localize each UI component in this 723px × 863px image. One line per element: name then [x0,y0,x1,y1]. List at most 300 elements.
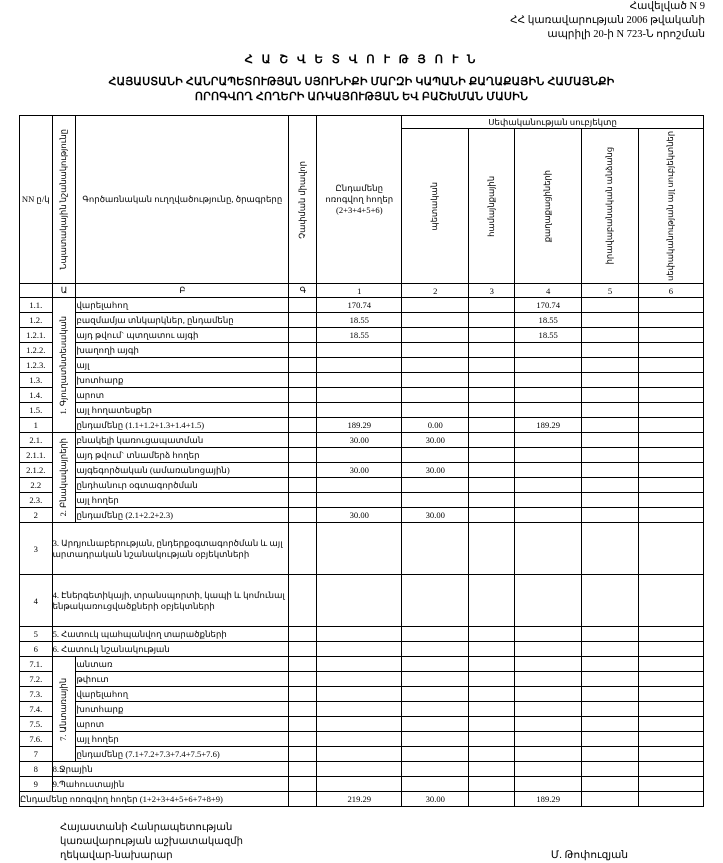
row-total [317,343,402,358]
row-total [317,657,402,672]
row-c3 [515,657,582,672]
header-line-1: Հավելված N 9 [629,1,705,12]
colnum-total: 1 [317,284,402,298]
row-c1: 0.00 [402,418,469,433]
row-c2 [469,687,515,702]
row-total [317,388,402,403]
row-unit [289,762,317,777]
row-c4 [582,523,638,575]
table-row [20,373,704,388]
row-unit [289,657,317,672]
row-c5 [638,777,703,792]
row-c5 [638,732,703,747]
row-no: 2.1.2. [20,463,53,478]
row-unit [289,672,317,687]
row-c2 [469,403,515,418]
colnum-5: 6 [638,284,703,298]
table-row [20,388,704,403]
row-c3 [515,403,582,418]
row-total [317,687,402,702]
row-total [317,448,402,463]
row-c3: 189.29 [515,418,582,433]
row-c4 [582,777,638,792]
table-row [20,478,704,493]
row-no: 7.1. [20,657,53,672]
row-no: 7.6. [20,732,53,747]
header-activity-label: Գործառնական ուղղվածությունը, ծրագրերը [82,194,283,204]
row-no: 7.4. [20,702,53,717]
row-c1 [402,762,469,777]
header-unit [289,116,317,284]
row-c1 [402,627,469,642]
row-unit [289,478,317,493]
table-row [20,343,704,358]
row-unit [289,298,317,313]
group-label-forest-text: 7. Անտառային [59,677,68,741]
row-c1 [402,373,469,388]
row-name: խոտհարք [76,373,289,388]
header-sub-legal-label: իրավաբանական անձանց [605,147,615,265]
row-c1 [402,448,469,463]
row-unit [289,433,317,448]
row-c4 [582,403,638,418]
row-c5 [638,627,703,642]
table-row [20,777,704,792]
row-total: 18.55 [317,328,402,343]
row-no: 5 [20,627,53,642]
row-c3: 18.55 [515,328,582,343]
row-c2 [469,298,515,313]
row-name: արոտ [76,388,289,403]
row-name: ընդամենը (1.1+1.2+1.3+1.4+1.5) [76,418,289,433]
row-no: 2 [20,508,53,523]
row-c4 [582,672,638,687]
row-total [317,575,402,627]
row-total: 189.29 [317,418,402,433]
row-c4 [582,328,638,343]
row-no: 1.1. [20,298,53,313]
row-c3 [515,388,582,403]
table-row-subtotal [20,418,704,433]
row-unit [289,403,317,418]
table-row-subtotal [20,508,704,523]
row-c1 [402,343,469,358]
row-c2 [469,313,515,328]
row-c5 [638,642,703,657]
table-row [20,523,704,575]
row-name: 9.Պահուստային [52,777,289,792]
row-c1 [402,478,469,493]
row-c5 [638,672,703,687]
row-c4 [582,358,638,373]
row-no: 9 [20,777,53,792]
row-total [317,358,402,373]
table-row [20,657,704,672]
grand-total-unit [289,792,317,807]
row-c1 [402,747,469,762]
table-row [20,358,704,373]
row-c1 [402,687,469,702]
row-c5 [638,478,703,493]
row-c3 [515,523,582,575]
table-row [20,642,704,657]
header-sub-community-label: համայնքային [486,175,496,237]
row-name: վարելահող [76,687,289,702]
colnum-purpose: Ա [52,284,76,298]
row-unit [289,642,317,657]
colnum-3: 4 [515,284,582,298]
table-header-top [20,116,704,129]
row-c5 [638,313,703,328]
row-c4 [582,747,638,762]
row-c5 [638,403,703,418]
row-c2 [469,777,515,792]
row-c5 [638,493,703,508]
row-c1 [402,575,469,627]
header-line-2: ՀՀ կառավարության 2006 թվականի [510,15,705,26]
row-c5 [638,463,703,478]
row-c3 [515,508,582,523]
row-c3 [515,702,582,717]
row-name: այլ հողեր [76,732,289,747]
row-c3 [515,478,582,493]
row-no: 7.3. [20,687,53,702]
row-c1 [402,388,469,403]
row-c4 [582,717,638,732]
table-row [20,493,704,508]
row-c5 [638,373,703,388]
row-name: ընդհանուր օգտագործման [76,478,289,493]
table-row [20,298,704,313]
row-c4 [582,343,638,358]
group-label-agricultural [52,298,76,433]
table-row [20,463,704,478]
row-name: այլ հողեր [76,493,289,508]
row-c3 [515,448,582,463]
row-unit [289,575,317,627]
table-row [20,627,704,642]
header-sub-legal [582,129,638,284]
colnum-2: 3 [469,284,515,298]
row-c3 [515,672,582,687]
row-c3 [515,343,582,358]
row-c4 [582,642,638,657]
row-c1 [402,717,469,732]
row-c2 [469,702,515,717]
group-label-agricultural-text: 1. Գյուղատնտեսական [59,315,68,415]
table-row [20,732,704,747]
row-c3 [515,575,582,627]
row-c2 [469,762,515,777]
row-c3: 170.74 [515,298,582,313]
row-total [317,523,402,575]
row-unit [289,328,317,343]
document-header [0,0,723,42]
row-no: 1.2.1. [20,328,53,343]
row-no: 4 [20,575,53,627]
row-total [317,717,402,732]
row-c1 [402,328,469,343]
row-name: 3. Արդյունաբերության, ընդերքօգտագործման և այլ արտադրական նշանակության օբյեկտների [52,523,289,575]
row-no: 2.3. [20,493,53,508]
row-name: այլ հողատեսքեր [76,403,289,418]
row-total: 30.00 [317,433,402,448]
row-name: 6. Հատուկ նշանակության [52,642,289,657]
row-c1 [402,358,469,373]
header-ownership-group [402,116,704,129]
row-c1 [402,523,469,575]
row-total [317,493,402,508]
row-c2 [469,642,515,657]
row-name: 5. Հատուկ պահպանվող տարածքների [52,627,289,642]
row-no: 3 [20,523,53,575]
row-c1 [402,777,469,792]
row-c2 [469,478,515,493]
signature-name: Մ. Թոփուզյան [550,850,628,861]
land-irrigation-table [19,115,704,807]
row-unit [289,493,317,508]
row-unit [289,523,317,575]
row-no: 6 [20,642,53,657]
row-c2 [469,575,515,627]
table-row [20,448,704,463]
row-unit [289,373,317,388]
table-row [20,328,704,343]
row-c2 [469,523,515,575]
row-unit [289,418,317,433]
row-unit [289,687,317,702]
header-sub-other [638,129,703,284]
table-row-subtotal [20,747,704,762]
row-c5 [638,762,703,777]
row-c4 [582,448,638,463]
row-name: արոտ [76,717,289,732]
grand-total-c1: 30.00 [402,792,469,807]
group-label-forest [52,657,76,762]
row-c4 [582,732,638,747]
row-total: 170.74 [317,298,402,313]
title-block [0,52,723,105]
row-total [317,777,402,792]
row-c1 [402,313,469,328]
footer-line-2: կառավարության աշխատակազմի [60,836,243,847]
row-total: 30.00 [317,508,402,523]
row-total [317,702,402,717]
row-no: 7.5. [20,717,53,732]
header-unit-label: Չափման միավոր [297,160,307,239]
row-c1 [402,732,469,747]
row-name: այդ թվում` տնամերձ հողեր [76,448,289,463]
row-c5 [638,418,703,433]
row-c3 [515,358,582,373]
row-c5 [638,508,703,523]
group-label-settlements [52,433,76,523]
row-unit [289,448,317,463]
row-c2 [469,343,515,358]
header-no [20,116,53,284]
row-c5 [638,747,703,762]
row-c3 [515,642,582,657]
row-c5 [638,343,703,358]
row-no: 1.2. [20,313,53,328]
row-total [317,478,402,493]
row-total [317,373,402,388]
row-name: խոտհարք [76,702,289,717]
row-no: 1.5. [20,403,53,418]
document-footer [0,821,723,863]
row-c3 [515,717,582,732]
row-c5 [638,575,703,627]
table-row [20,762,704,777]
row-name: խաղողի այգի [76,343,289,358]
row-c4 [582,627,638,642]
row-total: 30.00 [317,463,402,478]
header-sub-state [402,129,469,284]
row-c2 [469,493,515,508]
row-c1 [402,672,469,687]
row-c4 [582,313,638,328]
grand-total-c2 [469,792,515,807]
row-c5 [638,717,703,732]
row-c2 [469,388,515,403]
colnum-unit: Գ [289,284,317,298]
row-c2 [469,433,515,448]
row-c4 [582,508,638,523]
row-total: 18.55 [317,313,402,328]
row-c5 [638,433,703,448]
row-c4 [582,687,638,702]
row-unit [289,358,317,373]
row-c4 [582,373,638,388]
row-unit [289,747,317,762]
row-total [317,672,402,687]
header-sub-state-label: պետական [430,181,440,231]
header-sub-citizens-label: քաղաքացիների [543,169,553,243]
grand-total-label: Ընդամենը ոռոգվող հողեր (1+2+3+4+5+6+7+8+9) [20,792,289,807]
row-c1 [402,642,469,657]
row-no: 2.2 [20,478,53,493]
row-c3 [515,747,582,762]
row-c2 [469,358,515,373]
row-c3 [515,493,582,508]
header-purpose-label: Նպատակային նշանակությունը [59,129,68,270]
header-no-label: NN ը/կ [21,194,50,204]
row-name: թփուտ [76,672,289,687]
row-total [317,747,402,762]
row-no: 1.4. [20,388,53,403]
row-name: բնակելի կառուցապատման [76,433,289,448]
table-column-numbers [20,284,704,298]
row-name: 4. Էներգետիկայի, տրանսպորտի, կապի և կոմունալ ենթակառուցվածքների օբյեկտների [52,575,289,627]
row-c5 [638,523,703,575]
row-name: անտառ [76,657,289,672]
row-c4 [582,478,638,493]
row-c3 [515,777,582,792]
row-c5 [638,448,703,463]
row-name: ընդամենը (2.1+2.2+2.3) [76,508,289,523]
row-c4 [582,493,638,508]
row-total [317,762,402,777]
row-c4 [582,657,638,672]
grand-total-c4 [582,792,638,807]
row-no: 8 [20,762,53,777]
row-total [317,642,402,657]
row-unit [289,702,317,717]
row-c4 [582,575,638,627]
header-total-label: Ընդամենը ոռոգվող հողեր (2+3+4+5+6) [325,183,394,215]
row-c2 [469,448,515,463]
row-total [317,403,402,418]
row-c5 [638,388,703,403]
row-unit [289,777,317,792]
row-c4 [582,762,638,777]
page-title: Հ Ա Շ Վ Ե Տ Վ Ո Ւ Թ Յ Ո Ւ Ն [244,54,479,66]
row-c3 [515,762,582,777]
row-unit [289,627,317,642]
row-c4 [582,463,638,478]
row-no: 1.3. [20,373,53,388]
row-name: այդ թվում` պտղատու այգի [76,328,289,343]
header-activity [76,116,289,284]
row-c5 [638,657,703,672]
row-unit [289,388,317,403]
row-unit [289,732,317,747]
row-total [317,627,402,642]
colnum-a [20,284,53,298]
row-no: 7.2. [20,672,53,687]
row-c3 [515,687,582,702]
row-c2 [469,418,515,433]
row-c1 [402,298,469,313]
row-c3 [515,627,582,642]
row-unit [289,508,317,523]
row-c3 [515,463,582,478]
row-c4 [582,433,638,448]
title-subtitle-1: ՀԱՅԱՍՏԱՆԻ ՀԱՆՐԱՊԵՏՈՒԹՅԱՆ ՍՅՈՒՆԻՔԻ ՄԱՐԶԻ ԿԱՊԱՆԻ ՔԱՂԱՔԱՅԻՆ ՀԱՄԱՅՆՔԻ [108,76,615,88]
table-row [20,433,704,448]
row-c5 [638,358,703,373]
colnum-4: 5 [582,284,638,298]
table-row [20,687,704,702]
row-c2 [469,747,515,762]
group-label-settlements-text: 2. Բնակավայրերի [59,438,68,517]
row-c2 [469,717,515,732]
row-no: 2.1.1. [20,448,53,463]
row-c2 [469,672,515,687]
row-unit [289,343,317,358]
row-no: 7 [20,747,53,762]
table-row [20,717,704,732]
header-total [317,116,402,284]
row-c1: 30.00 [402,433,469,448]
table-row [20,403,704,418]
row-c3 [515,373,582,388]
row-c1 [402,702,469,717]
row-c4 [582,298,638,313]
row-unit [289,463,317,478]
table-row [20,702,704,717]
row-unit [289,717,317,732]
grand-total-c5 [638,792,703,807]
row-c5 [638,298,703,313]
header-sub-other-label: սեփականության այլ սուբյեկտներ [665,131,675,281]
row-c2 [469,732,515,747]
row-c4 [582,702,638,717]
header-sub-community [469,129,515,284]
row-c3 [515,433,582,448]
row-c2 [469,373,515,388]
row-no: 1.2.2. [20,343,53,358]
